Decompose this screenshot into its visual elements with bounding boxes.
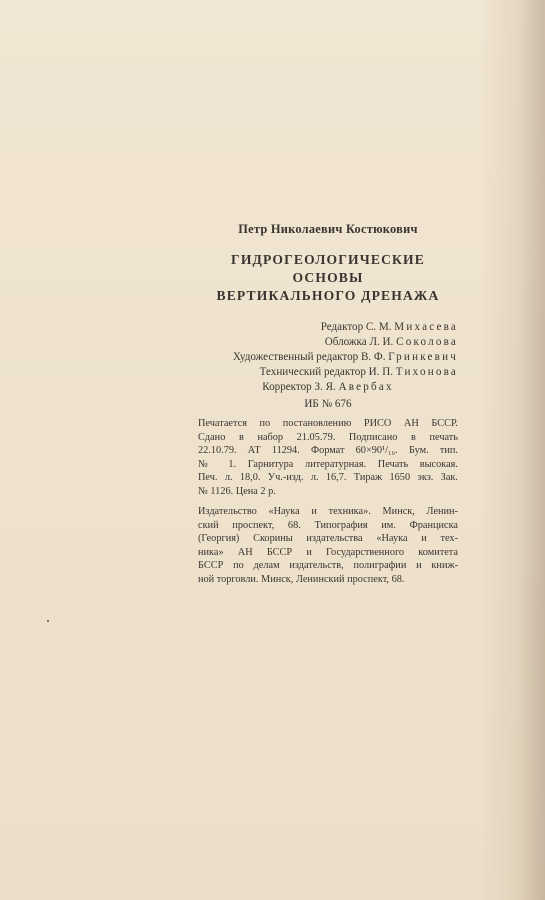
- credit-role: Художественный редактор В. Ф.: [232, 351, 386, 363]
- publisher-line: (Георгия) Скорины издательства «Наука и тех-: [198, 533, 458, 544]
- credit-art-editor: [198, 350, 458, 365]
- print-line: № 1126. Цена 2 р.: [198, 485, 276, 497]
- publisher-line: ский проспект, 68. Типография им. Франциска: [198, 519, 458, 531]
- publisher-line: ника» АН БССР и Государственного комитета: [198, 546, 458, 558]
- book-title-line-1: ГИДРОГЕОЛОГИЧЕСКИЕ ОСНОВЫ: [231, 252, 425, 285]
- credit-proofreader: [198, 380, 458, 395]
- credit-cover: [198, 335, 458, 350]
- credit-name: Соколова: [396, 336, 458, 348]
- credit-role: Редактор С. М.: [320, 321, 392, 333]
- credit-role: Обложка Л. И.: [324, 336, 394, 348]
- credit-name: Гринкевич: [388, 351, 458, 363]
- book-title-line-2: ВЕРТИКАЛЬНОГО ДРЕНАЖА: [216, 288, 440, 303]
- publisher-line: ной торговли. Минск, Ленинский проспект, 68.: [198, 573, 405, 585]
- credit-tech-editor: [198, 365, 458, 380]
- credits-list: [198, 320, 458, 395]
- print-line: Печатается по постановлению РИСО АН БССР.: [198, 418, 458, 429]
- author-name: Петр Николаевич Костюкович: [238, 222, 418, 236]
- ink-speck: [47, 620, 49, 622]
- credit-role: Технический редактор И. П.: [259, 366, 393, 378]
- publisher-line: БССР по делам издательств, полиграфии и книж-: [198, 560, 458, 571]
- credit-name: Тихонова: [395, 366, 458, 378]
- print-details: [198, 417, 458, 498]
- credit-name: Авербах: [338, 381, 394, 393]
- publisher-details: [198, 505, 458, 586]
- ib-number: ИБ № 676: [304, 398, 352, 410]
- credit-name: Михасева: [394, 321, 458, 333]
- book-title: [198, 251, 458, 305]
- print-line: № 1. Гарнитура литературная. Печать высокая.: [198, 458, 458, 470]
- print-line: 22.10.79. АТ 11294. Формат 60×90¹/₁₆. Бум. тип.: [198, 445, 458, 456]
- colophon: [198, 222, 458, 593]
- credit-editor: [198, 320, 458, 335]
- print-line: Печ. л. 18,0. Уч.-изд. л. 16,7. Тираж 1650 экз. Зак.: [198, 472, 458, 483]
- credit-role: Корректор З. Я.: [262, 381, 336, 393]
- print-line: Сдано в набор 21.05.79. Подписано в печать: [198, 431, 458, 443]
- publisher-line: Издательство «Наука и техника». Минск, Ленин-: [198, 506, 458, 517]
